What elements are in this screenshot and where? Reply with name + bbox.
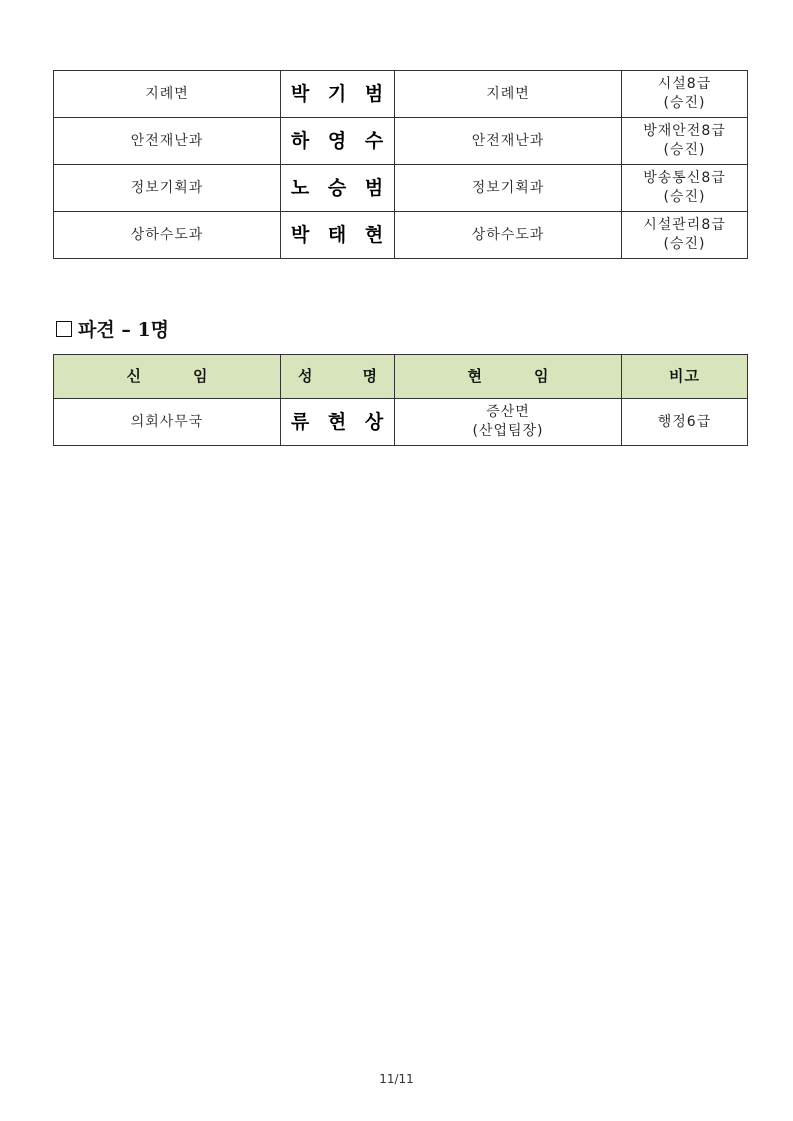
name-cell: 박 기 범: [281, 71, 395, 118]
name-cell: 박 태 현: [281, 212, 395, 259]
remark-cell: 행정6급: [622, 399, 748, 446]
remark-cell: 방송통신8급 (승진): [622, 165, 748, 212]
new-post-cell: 정보기획과: [54, 165, 281, 212]
table-row: [54, 71, 748, 118]
promotion-table: [53, 70, 748, 259]
new-post-cell: 의회사무국: [54, 399, 281, 446]
dispatch-heading-text: 파견 – 1명: [78, 319, 170, 341]
current-post-cell: 안전재난과: [395, 118, 622, 165]
remark-cell: 시설8급 (승진): [622, 71, 748, 118]
table-row: [54, 212, 748, 259]
header-new-post: 신 임: [54, 355, 281, 399]
table-row: [54, 118, 748, 165]
name-cell: 노 승 범: [281, 165, 395, 212]
checkbox-square-icon: [56, 321, 72, 337]
remark-cell: 시설관리8급 (승진): [622, 212, 748, 259]
new-post-cell: 안전재난과: [54, 118, 281, 165]
current-post-cell: 상하수도과: [395, 212, 622, 259]
current-post-cell: 증산면 (산업팀장): [395, 399, 622, 446]
dispatch-table: [53, 354, 748, 446]
current-post-cell: 지례면: [395, 71, 622, 118]
name-cell: 하 영 수: [281, 118, 395, 165]
current-post-cell: 정보기획과: [395, 165, 622, 212]
header-name: 성 명: [281, 355, 395, 399]
table-header-row: [54, 355, 748, 399]
dispatch-section-heading: [56, 316, 169, 344]
table-row: [54, 165, 748, 212]
page-number: 11/11: [379, 1072, 414, 1086]
table-row: [54, 399, 748, 446]
name-cell: 류 현 상: [281, 399, 395, 446]
new-post-cell: 지례면: [54, 71, 281, 118]
header-current-post: 현 임: [395, 355, 622, 399]
header-remark: 비고: [622, 355, 748, 399]
remark-cell: 방재안전8급 (승진): [622, 118, 748, 165]
new-post-cell: 상하수도과: [54, 212, 281, 259]
